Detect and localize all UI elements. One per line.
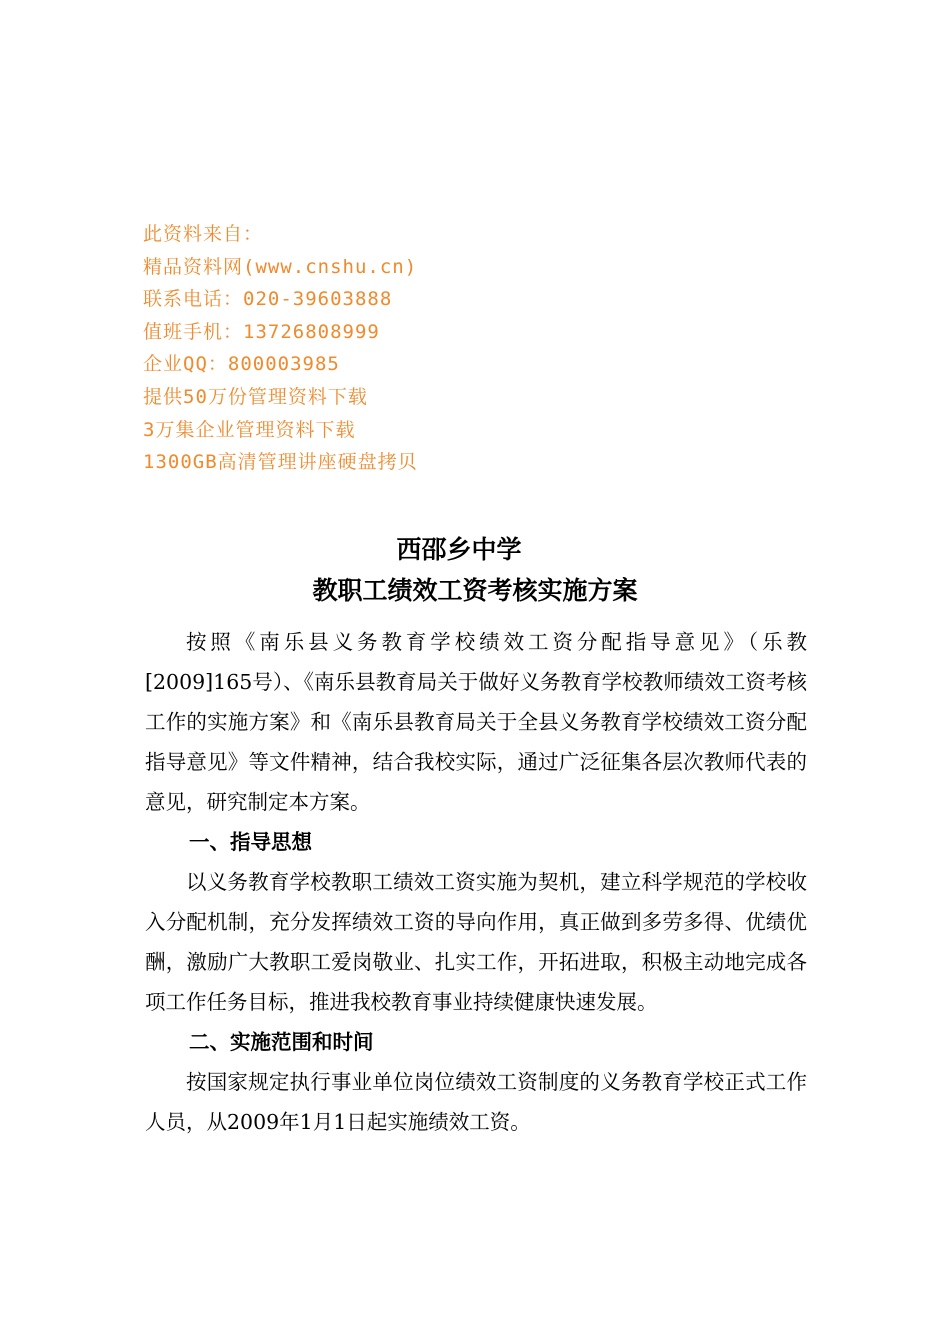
- source-line-phone: 联系电话：020-39603888: [143, 288, 393, 311]
- section1-paragraph: 以义务教育学校教职工绩效工资实施为契机，建立科学规范的学校收入分配机制，充分发挥绩效工资的导向作用，真正做到多劳多得、优绩优酬，激励广大教职工爱岗敬业、扎实工作，开拓进取，积极主动地完成各项工作任务目标，推进我校教育事业持续健康快速发展。: [145, 870, 807, 1014]
- section2-paragraph: 按国家规定执行事业单位岗位绩效工资制度的义务教育学校正式工作人员，从2009年1月1日起实施绩效工资。: [145, 1070, 807, 1134]
- document-title-plan: 教职工绩效工资考核实施方案: [312, 576, 638, 605]
- source-line-offer-3: 1300GB高清管理讲座硬盘拷贝: [143, 451, 418, 474]
- source-line-website: 精品资料网(www.cnshu.cn): [143, 255, 418, 278]
- source-info-block: [143, 218, 663, 479]
- section1-heading: 一、指导思想: [189, 830, 312, 854]
- intro-paragraph: 按照《南乐县义务教育学校绩效工资分配指导意见》（乐教[2009]165号）、《南乐县教育局关于做好义务教育学校教师绩效工资考核工作的实施方案》和《南乐县教育局关于全县义务教育学校绩效工资分配指导意见》等文件精神，结合我校实际，通过广泛征集各层次教师代表的意见，研究制定本方案。: [145, 630, 807, 814]
- source-line-origin: 此资料来自：: [143, 223, 264, 245]
- section2-heading: 二、实施范围和时间: [189, 1030, 374, 1054]
- document-body: [145, 622, 807, 1142]
- document-title-school: 西邵乡中学: [396, 535, 522, 564]
- source-line-qq: 企业QQ：800003985: [143, 353, 340, 376]
- source-line-offer-2: 3万集企业管理资料下载: [143, 418, 356, 441]
- source-line-mobile: 值班手机：13726808999: [143, 320, 380, 343]
- source-line-offer-1: 提供50万份管理资料下载: [143, 385, 368, 408]
